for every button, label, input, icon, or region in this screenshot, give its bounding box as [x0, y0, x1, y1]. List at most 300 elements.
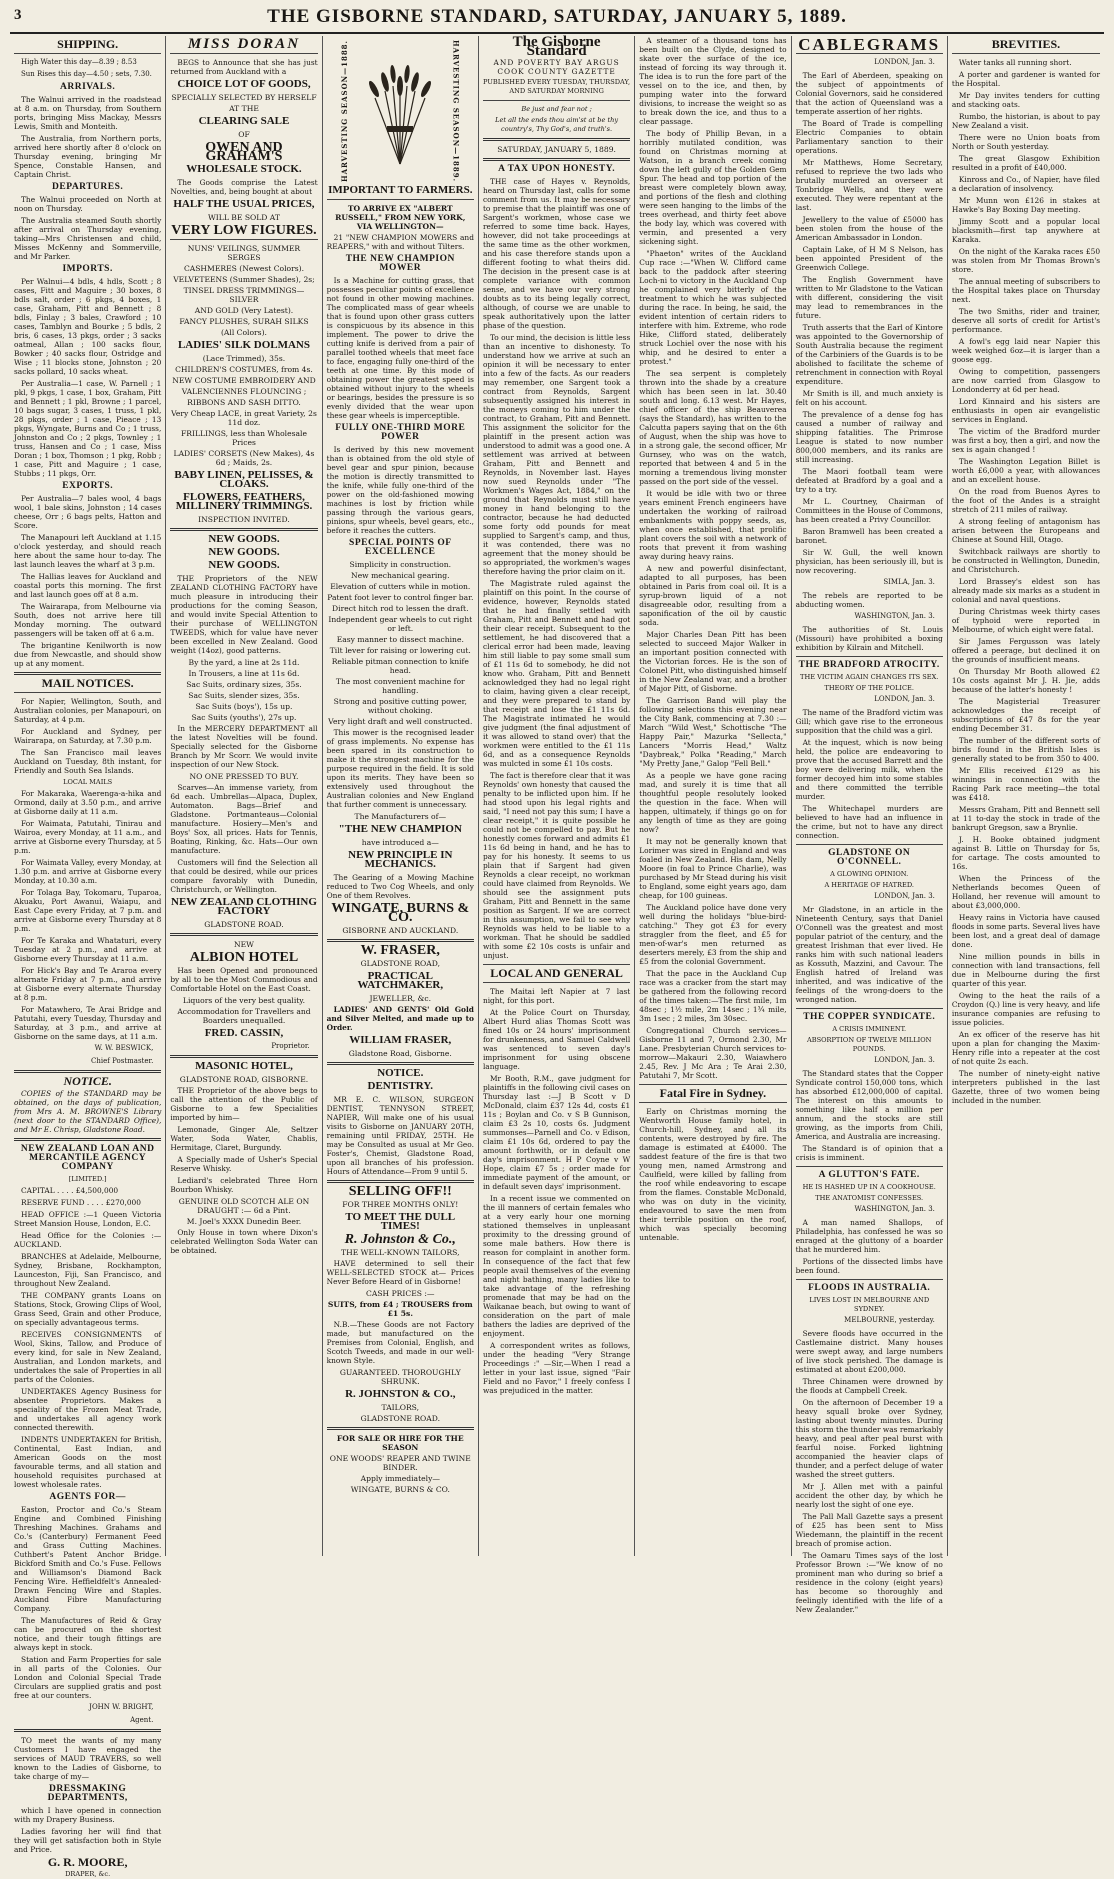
sun-line: Sun Rises this day—4.50 ; sets, 7.30.: [21, 70, 152, 78]
paper-sub: AND POVERTY BAY ARGUS: [493, 58, 620, 67]
doran-choice: CHOICE LOT OF GOODS,: [177, 78, 311, 90]
news-para: A new and powerful disinfectant, adapted to all purposes, has been obtained in Paris from coal oil. It is a syrup-brown liquid of a not disagreeable odor, resulting from a saponification of the oil by caustic soda.: [639, 564, 787, 627]
masonic-text: THE Proprietor of the above begs to call the attention of the Public of Gisborne to a few Specialities imported by him—: [170, 1086, 318, 1122]
brevity-item: The two Smiths, rider and trainer, deserve all sorts of credit for Artist's performance.: [951, 307, 1101, 334]
nz-body: INDENTS UNDERTAKEN for British, Continental, East Indian, and American Goods on the most favourable terms, and all station and household requisites purchased at lowest wholesale rates.: [14, 1435, 162, 1489]
woods: ONE WOODS' REAPER AND TWINE BINDER.: [329, 1454, 471, 1473]
cable-item: Mr Smith is ill, and much anxiety is felt on his account.: [795, 389, 943, 407]
wingate-sub: GISBORNE AND AUCKLAND.: [342, 926, 459, 936]
moore-text2: which I have opened in connection with my Drapery Business.: [14, 1806, 162, 1824]
local-heading: LOCAL AND GENERAL: [490, 966, 623, 980]
doran-wholesale: WHOLESALE STOCK.: [186, 163, 302, 175]
glutton-text: Portions of the dissected limbs have been found.: [795, 1257, 943, 1275]
cable-dateline: WASHINGTON, Jan. 3.: [854, 1205, 935, 1213]
column-1-shipping: [10, 36, 166, 1878]
wheat-sheaf-illustration: [327, 40, 474, 182]
moore-dept: DRESSMAKING DEPARTMENTS,: [47, 1784, 128, 1803]
mail-heading: MAIL NOTICES.: [41, 676, 134, 690]
fraser-road: GLADSTONE ROAD,: [360, 959, 440, 969]
sheaf-left-label: HARVESTING SEASON—1888.: [340, 40, 350, 183]
cable-item: Baron Bramwell has been created a baronet.: [795, 527, 943, 545]
brevity-item: A fowl's egg laid near Napier this week weighed 6oz—it is larger than a goose egg.: [951, 337, 1101, 364]
masonic-xxxx: M. Joel's XXXX Dunedin Beer.: [186, 1217, 302, 1226]
doran-sold: WILL BE SOLD AT: [207, 213, 280, 222]
albion-prop: FRED. CASSIN,: [204, 1027, 284, 1039]
brevity-item: Owing to competition, passengers are now carried from Glasgow to Londonderry at 6d per head.: [951, 367, 1101, 394]
nz-body: UNDERTAKES Agency Business for absentee Proprietors. Makes a speciality of the Frozen Meat Trade, and undertakes all agency work connected therewith.: [14, 1387, 162, 1432]
news-para: Major Charles Dean Pitt has been selected to succeed Major Walker in an important position connected with the Victorian forces. He is the son of Colonel Pitt, who distinguished himself in the New Zealand war, and a brother of Major Pitt, of Gisborne.: [639, 630, 787, 693]
reaper-text: This mower is the recognised leader of grass implements. No expense has been spared in its construction to make it the strongest machine for the purpose required in the field. It is sold upon its merits. They have been so extensively used throughout the Australian colonies and New England that further comment is unnecessary.: [326, 728, 474, 810]
cable-dateline: SIMLA, Jan. 3.: [883, 578, 935, 586]
column-2-ads: [166, 36, 322, 1556]
new-goods-2: NEW GOODS.: [208, 546, 280, 558]
glutton-sub2: THE ANATOMIST CONFESSES.: [815, 1194, 924, 1202]
imports-heading: IMPORTS.: [62, 264, 113, 274]
brevity-item: The annual meeting of subscribers to the Hospital takes place on Thursday next.: [951, 277, 1101, 304]
fraser-road2: Gladstone Road, Gisborne.: [348, 1049, 452, 1059]
brevity-item: Mr Munn won £126 in stakes at Hawke's Bay Boxing Day meeting.: [951, 196, 1101, 214]
brevity-item: The number of ninety-eight native interpreters published in the last Gazette, three of two women being included in the number.: [951, 1069, 1101, 1105]
special-item: Patent foot lever to control finger bar.: [327, 593, 474, 603]
local-para: Mr Booth, R.M., gave judgment for plaintiffs in the following civil cases on Thursday last :—J B Scott v D McDonald, claim £37 12s 4d, costs £1 11s ; Boylan and Co. v S B Gunnison, claim £3 2s 10, costs 6s. Judgment summonses—Parnell and Co. v Edison, claim £1 10s 6d, ordered to pay the amount forthwith, or in default one day's imprisonment. H P Coyne v W Hope, claim £7 5s ; order made for immediate payment of the amount, or in default seven days' imprisonment.: [482, 1074, 631, 1191]
exports-heading: EXPORTS.: [62, 481, 114, 491]
cable-item: Truth asserts that the Earl of Kintore was appointed to the Governorship of South Australia because the regiment of the Carbiniers of the Guards is to be abolished to facilitate the scheme of retrenchment in connection with Royal expenditure.: [795, 323, 943, 386]
bell-text: Station and Farm Properties for sale in all parts of the Colonies. Our London and Colonial Special Trade Circulars are supplied gratis and post free at our counters.: [14, 1655, 162, 1700]
new-goods-3: NEW GOODS.: [208, 559, 280, 571]
floods-heading: FLOODS IN AUSTRALIA.: [808, 1283, 931, 1293]
masonic-spec: A Specially made of Usher's Special Reserve Whisky.: [170, 1155, 318, 1173]
notice-text: COPIES of the STANDARD may be obtained, on the days of publication, from Mrs A. M. BROWNE'S Library (next door to the STANDARD Office), and Mr E. Chrisp, Gladstone Road.: [14, 1089, 162, 1134]
special-item: Easy manner to dissect machine.: [336, 635, 464, 645]
fire-para: Early on Christmas morning the Wentworth House family hotel, in Church-hill, Sydney, and all its contents, were destroyed by fire. The damage is estimated at £4000. The saddest feature of the fire is that two young men, named Armstrong and Caulfield, were killed by falling from the roof while endeavoring to escape from the flames. Constable McDonald, who was on duty in the vicinity, endeavoured to save the men from their terrible position on the roof, which was specially becoming untenable.: [639, 1107, 787, 1242]
mail-item: The San Francisco mail leaves Auckland on Tuesday, 8th instant, for Friendly and South Sea Islands.: [14, 748, 162, 775]
brevities-list: [952, 58, 1100, 1105]
brevity-item: Water tanks all running short.: [958, 58, 1072, 67]
albion-text: Has been Opened and pronounced by all to be the Most Commodious and Comfortable Hotel on the East Coast.: [170, 966, 318, 993]
cable-dateline: WASHINGTON, Jan. 3.: [854, 612, 935, 620]
cable-dateline: LONDON, Jan. 3.: [874, 58, 935, 66]
cable-dateline: LONDON, Jan. 3.: [874, 695, 935, 703]
special-item: Strong and positive cutting power, without choking.: [333, 697, 467, 716]
doran-line: VELVETEENS (Summer Shades), 2s;: [173, 275, 315, 284]
masonic-items: Lemonade, Ginger Ale, Seltzer Water, Soda Water, Chablis, Hermitage, Claret, Burgundy.: [170, 1125, 318, 1152]
fraser-watches: LADIES' AND GENTS' Old Gold and Silver Melted, and made up to Order.: [326, 1005, 474, 1033]
cables-heading: CABLEGRAMS: [798, 35, 941, 54]
doran-title: MISS DORAN: [187, 36, 301, 52]
cable-item: Mr Matthews, Home Secretary, refused to reprieve the two lads who brutally murdered an overseer at Tonbridge Wells, and they were executed. They were repentant at the last.: [795, 158, 943, 212]
tax-para: THE case of Hayes v. Reynolds, heard on Thursday last, calls for some comment from us. It may be necessary to premise that the plaintiff was one of Sargent's workmen, whose case we referred to some time back. Hayes, however, did not take proceedings at the same time as the other workmen, and his case therefore stands upon a different footing to what theirs did. The decision in the present case is at complete variance with common sense, and we have our very strong doubts as to its being legally correct, although, of course we are unable to speak authoritatively upon the latter phase of the question.: [482, 177, 631, 330]
doran-line: CHILDREN'S COSTUMES, from 4s.: [175, 365, 313, 374]
nzc-item: Sac Suits, slender sizes, 35s.: [188, 691, 300, 700]
floods-text: The Pall Mall Gazette says a present of £25 has been sent to Miss Wiedemann, the plaintiff in the recent breach of promise action.: [795, 1512, 943, 1548]
column-4-editorial: [479, 36, 635, 1556]
albion-new: NEW: [233, 940, 254, 949]
apply: Apply immediately—: [360, 1474, 440, 1484]
floods-text: The Oamaru Times says of the lost Professor Brown :—"We know of no prominent man who during so brief a residence in the colony (eight years) has become so thoroughly and feelingly identified with the life of a New Zealander.": [795, 1551, 943, 1614]
cable-item: The Board of Trade is compelling Electric Companies to obtain Parliamentary sanction to their operations.: [795, 119, 943, 155]
cable-item: Mr L. Courtney, Chairman of Committees in the House of Commons, has been created a Privy Councillor.: [795, 497, 943, 524]
floods-text: Mr J. Allen met with a painful accident the other day, by which he nearly lost the sight of one eye.: [795, 1482, 943, 1509]
doran-half: HALF THE USUAL PRICES,: [173, 198, 315, 210]
shipping-note: The Hallias leaves for Auckland and coastal ports this morning. The first and last launch goes off at 8 a.m.: [14, 572, 162, 599]
doran-intro: BEGS to Announce that she has just returned from Auckland with a: [170, 58, 318, 76]
nz-capital: CAPITAL . . . . £4,500,000: [21, 1186, 119, 1195]
brevity-item: An ex officer of the reserve has hit upon a plan for changing the Maxim-Henry rifle into a repeater at the cost of not quite 2s each.: [951, 1030, 1101, 1066]
forsale: FOR SALE OR HIRE FOR THE SEASON: [336, 1434, 464, 1453]
fully-heading: FULLY ONE-THIRD MORE POWER: [335, 423, 466, 443]
departure-item: The Australia steamed South shortly after arrival on Thursday evening, taking—Mrs Christensen and child, Misses McKenny and Sommerville, and Mr Parker.: [14, 216, 162, 261]
johnston-tailors: TAILORS,: [381, 1403, 420, 1413]
brevity-item: Heavy rains in Victoria have caused floods in some parts. Several lives have been lost, and a great deal of damage done.: [951, 913, 1101, 949]
brevity-item: The Magisterial Treasurer acknowledges the receipt of subscriptions of £47 8s for the year ending December 31.: [951, 697, 1101, 733]
agents-text: Easton, Proctor and Co.'s Steam Engine and Combined Finishing Threshing Machines. Grahams and Co.'s (Canterbury) Fermanent Feed and Grass Cutting Machines. Cuthbert's Patent Anchor Bridge. Bickford Smith and Co.'s Fuse. Fellows and Williamson's Diamond Back Fencing Wire. Heffieldfelt's Annealed-Drawn Fencing Wire and Staples. Auckland Fibre Manufacturing Company.: [14, 1505, 162, 1613]
bradford-heading: THE BRADFORD ATROCITY.: [798, 660, 940, 670]
apply-to: WINGATE, BURNS & CO.: [350, 1485, 450, 1495]
doran-at: AT THE: [229, 104, 259, 113]
shipping-note: The Wairarapa, from Melbourne via South, does not arrive here till Monday morning. The outward passengers will be taken off at 6 a.m.: [14, 602, 162, 638]
moore-trade: DRAPER, &c.: [65, 1870, 111, 1878]
manufacturers: The Manufacturers of—: [354, 812, 447, 822]
doran-invite: INSPECTION INVITED.: [198, 515, 290, 524]
important-farmers: IMPORTANT TO FARMERS.: [328, 184, 473, 197]
nzc-item: Sac Suits, ordinary sizes, 35s.: [186, 680, 302, 689]
johnston-text: HAVE determined to sell their WELL-SELECTED STOCK at— Prices Never Before Heard of in Gisborne!: [326, 1259, 474, 1287]
brevity-item: During Christmas week thirty cases of typhoid were reported in Melbourne, of which eight were fatal.: [951, 607, 1101, 634]
agents-heading: AGENTS FOR—: [49, 1492, 126, 1502]
dentist-text: MR E. C. WILSON, SURGEON DENTIST, TENNYSON STREET, NAPIER, Will make one of his usual visits to Gisborne on JANUARY 20TH, remaining until FRIDAY, 25TH. He may be Consulted as usual at Mr Geo. Foster's, Chemist, Gladstone Road, upon all branches of his profession. Hours of Attendance—From 9 until 5.: [326, 1095, 474, 1177]
brevity-item: A strong feeling of antagonism has arisen between the Europeans and Chinese at Sound Hill, Otago.: [951, 517, 1101, 544]
news-para: A steamer of a thousand tons has been built on the Clyde, designed to skate over the surface of the ice, instead of forcing its way through it. The idea is to run the fore part of the vessel on to the ice, and then, by pumping water into the forward divisions, to increase the weight so as to break down the ice, and thus to a clear passage.: [639, 36, 787, 126]
special-heading: SPECIAL POINTS OF EXCELLENCE: [349, 538, 452, 558]
nzc-scarves: Scarves—An immense variety, from 6d each. Umbrellas—Alpaca, Duplex, Automaton. Bags—Brief and Gladstone. Portmanteaus—Colonial manufacture. Hosiery—Men's and Boys' Sox, all prices. Hats for Tennis, Boating, Rinking, &c. Hats—Our own manufacture.: [170, 783, 318, 855]
nzc-item: Sac Suits (boys'), 15s up.: [195, 702, 293, 711]
nzc-road: GLADSTONE ROAD.: [204, 920, 284, 929]
postmaster-name: W. W. BESWICK,: [94, 1044, 154, 1052]
nzc-item: By the yard, a line at 2s 11d.: [188, 658, 300, 667]
import-item: Per Australia—1 case, W. Parnell ; 1 pkl, 9 pkgs, 1 case, 1 box, Graham, Pitt and Bennett ; 1 pkl, Browne ; 1 parcel, 10 bags sugar, 3 cases, 1 truss, 1 pkl, 28 pkgs, order ; 1 case, Pieace ; 13 pkgs, Wyngate, Burns and Co ; 1 truss, Johnston and Co ; 2 pkgs, Townley ; 1 truss, Hansen and Co ; 1 case, Miss Doran ; 1 box, Thomson ; 1 pkg, Robb ; 1 case, Pitt and Maguire ; 1 case, Stubbs ; 11 pkgs, Orr.: [14, 379, 162, 478]
local-mail-item: For Makaraka, Waerenga-a-hika and Ormond, daily at 3.50 p.m., and arrive at Gisborne daily at 11 a.m.: [14, 789, 162, 816]
fraser-big: W. FRASER,: [360, 943, 440, 959]
albion-liquors: Liquors of the very best quality.: [182, 996, 306, 1005]
mail-item: For Auckland and Sydney, per Wairarapa, on Saturday, at 7.30 p.m.: [14, 727, 162, 745]
copper-text: The Standard states that the Copper Syndicate control 150,000 tons, which has absorbed £12,000,000 of capital. The interest on this amounts to something like half a million per annum, and the stocks are still growing, as the imports from Chili, America, and Australia are increasing.: [795, 1069, 943, 1141]
bright-name: JOHN W. BRIGHT,: [89, 1703, 154, 1711]
sheaf-right-label: HARVESTING SEASON—1889.: [451, 40, 461, 183]
dateline: SATURDAY, JANUARY 5, 1889.: [497, 145, 616, 154]
albion-accom: Accommodation for Travellers and Boarders unequalled.: [177, 1007, 311, 1025]
doran-line: CASHMERES (Newest Colors).: [183, 264, 304, 273]
fraser-prac: PRACTICAL WATCHMAKER,: [357, 970, 444, 992]
have-introduced: have introduced a—: [361, 838, 439, 848]
masonic-name: MASONIC HOTEL,: [195, 1060, 293, 1072]
copper-sub: A CRISIS IMMINENT.: [832, 1025, 907, 1033]
johnston-nb: N.B.—These Goods are not Factory made, but manufactured on the Premises from Colonial, English, and Scotch Tweeds, and made in our well-known Style.: [326, 1320, 474, 1366]
bradford-sub: THE VICTIM AGAIN CHANGES ITS SEX.: [800, 673, 939, 681]
gladstone-heading: GLADSTONE ON O'CONNELL.: [828, 848, 911, 867]
brevity-item: Kinross and Co., of Napier, have filed a declaration of insolvency.: [951, 175, 1101, 193]
tax-para: The Magistrate ruled against the plaintiff on this point. In the course of evidence, however, Reynolds stated that he had finally settled with Graham, Pitt and Bennett and had got their clear receipt. Subsequent to the settlement, he had discovered that a clerical error had been made, leaving him still liable to pay some small sum of £1 11s 6d to somebody, he did not know who. Graham, Pitt and Bennett acknowledged they had no legal right to claim, having given a clear receipt, and they were prepared to stand by that receipt and lose the £1 11s 6d. The Magistrate intimated he would give judgment (the final adjustment of it was allowed to stand over) that the workmen were entitled to the £1 11s 6d, and as a consequence Reynolds was mulcted in some £1 10s costs.: [482, 579, 631, 768]
cable-item: The English Government have written to Mr Gladstone to the Vatican with different, considering the visit may lead to remembrances in the future.: [795, 275, 943, 320]
news-para: The body of Phillip Bevan, in a horribly mutilated condition, was found on Christmas morning at Watson, in a branch creek coming down the left gully of the Golden Gem Spur. The head and top portion of the breast were completely blown away, and portions of the flesh and clothing were seen hanging to the limbs of the trees overhead, and thirty feet above the body lay, which was covered with vermin, and presented a very sickening sight.: [639, 129, 787, 246]
doran-line: (Lace Trimmed), 35s.: [202, 354, 286, 363]
news-para: It would be idle with two or three years eminent French engineers have undertaken the working of railroad embankments with poppy seeds, as, when once established, that prolific plant covers the soil with a network of roots that prevent it from washing away during heavy rains.: [639, 489, 787, 561]
doran-line: RIBBONS AND SASH DITTO.: [187, 398, 301, 407]
cable-item: Jewellery to the value of £5000 has been stolen from the house of the American Ambassador in London.: [795, 215, 943, 242]
nzc-nopress: NO ONE PRESSED TO BUY.: [189, 772, 299, 781]
brevity-item: When the Princess of the Netherlands becomes Queen of Holland, her revenue will amount to about £3,000,000.: [951, 874, 1101, 910]
wingate-name: WINGATE, BURNS & CO.: [331, 901, 470, 926]
dentistry-heading: DENTISTRY.: [367, 1080, 434, 1093]
tax-heading: A TAX UPON HONESTY.: [498, 164, 616, 174]
johnston-sub: THE WELL-KNOWN TAILORS,: [341, 1248, 460, 1258]
floods-sub: LIVES LOST IN MELBOURNE AND SYDNEY.: [809, 1296, 930, 1313]
local-para: The Maitai left Napier at 7 last night, for this port.: [482, 987, 631, 1005]
news-para: As a people we have gone racing mad, and surely it is time that all thoughtful people resolutely looked the question in the face. When will happen, ultimately, if things go on for any length of time as they are going now?: [639, 771, 787, 834]
wheat-sheaf-icon: [355, 56, 445, 166]
column-3-ads: [323, 36, 479, 1556]
cable-dateline: LONDON, Jan. 3.: [874, 1056, 935, 1064]
local-mail-item: For Tolaga Bay, Tokomaru, Tuparoa, Akuaku, Port Awanui, Waiapu, and East Cape every Friday, at 7 p.m. and arrive at Gisborne every Thursday at 8 p.m.: [14, 888, 162, 933]
import-item: Per Walnui—4 bdls, 4 hdls, Scott ; 8 cases, Fitt and Maguire ; 30 boxes, 8 bdls salt, order ; 6 pkgs, 4 boxes, 1 case, Graham, Pitt and Bennett ; 8 bdls, Finlay ; 3 bales, Crawford ; 10 cases, Tamblyn and Bourke ; 5 bdls, 2 bris, 6 cases, 13 pkgs, order ; 3 sacks oatmeal, Allan ; 100 sacks flour, Bowker ; 40 sacks flour, Ostridge and Wise ; 11 blocks stone, Johnston ; 20 sacks pollard, 10 sacks wheat.: [14, 277, 162, 376]
column-6-cables: [792, 35, 948, 1614]
mail-item: For Napier, Wellington, South, and Australian colonies, per Manapouri, on Saturday, at 4 p.m.: [14, 697, 162, 724]
arrival-item: The Australia, from Northern ports, arrived here shortly after 8 o'clock on Thursday evening, bringing Mr Spence, Constable Hansen, and Captain Christ.: [14, 134, 162, 179]
copper-heading: THE COPPER SYNDICATE.: [803, 1012, 936, 1022]
brevity-item: Sir James Fergusson was lately offered a peerage, but declined it on the grounds of insufficient means.: [951, 637, 1101, 664]
cable-item: Sir W. Gull, the well known physician, has been seriously ill, but is now recovering.: [795, 548, 943, 575]
local-mail-item: For Te Karaka and Whataturi, every Tuesday at 2 p.m., and arrive at Gisborne every Thursday at 11 a.m.: [14, 936, 162, 963]
paper-county: COOK COUNTY GAZETTE: [497, 67, 616, 76]
floods-text: Three Chinamen were drowned by the floods at Campbell Creek.: [795, 1377, 943, 1395]
johnston-name2: R. JOHNSTON & CO.,: [345, 1388, 456, 1401]
police-heading: THEORY OF THE POLICE.: [824, 684, 914, 692]
moore-name: G. R. MOORE,: [47, 1855, 128, 1869]
brevity-item: The great Glasgow Exhibition resulted in a profit of £40,000.: [951, 154, 1101, 172]
paper-title: The Gisborne Standard: [512, 34, 601, 59]
nzc-mercery: In the MERCERY DEPARTMENT all the latest Novelties will be found. Specially selected for the Gisborne Branch by Mr Scorr. We would invite inspection of our New Stock.: [170, 724, 318, 769]
shipping-heading: SHIPPING.: [57, 37, 119, 51]
local-mails-heading: LOCAL MAILS: [63, 778, 113, 786]
selling-heading: SELLING OFF!!: [348, 1184, 452, 1200]
local-mail-item: For Matawhero, Te Arai Bridge and Patutahi, every Tuesday, Thursday and Saturday, at 3 p.m., and arrive at Gisborne on the same days, at 11 a.m.: [14, 1005, 162, 1041]
masonic-guinness: GENUINE OLD SCOTCH ALE ON DRAUGHT :— 6d a Pint.: [178, 1197, 310, 1215]
johnston-road: GLADSTONE ROAD.: [360, 1414, 440, 1424]
arrival-item: The Walnui arrived in the roadstead at 8 a.m. on Thursday, from Southern ports, bringing Miss Mackay, Messrs Lewis, Smith and Monteith.: [14, 95, 162, 131]
doran-vlf: VERY LOW FIGURES.: [171, 223, 317, 238]
tax-para: To our mind, the decision is little less than an incentive to dishonesty. To understand how we arrive at such an opinion it will be necessary to enter into a few of the facts. As our readers may remember, one Sargent took a contract from Reynolds, Sargent subsequently assigned his interest in the moneys coming to him under the contract, to Graham, Pitt and Bennett. This assignment the solicitor for the plaintiff in the present action was understood to admit was a good one. A settlement was arrived at between Graham, Pitt and Bennett and Reynolds, in November last. Hayes now sued Reynolds under "The Workmen's Wages Act, 1884," on the ground that Reynolds must still have money in hand belonging to the contractor, because he had deducted some forty odd pounds for meat supplied to Sargent's camp, and thus, it was contended, there was no agreement that the money should be so appropriated, the workmen's wages therefore having the prior claim on it.: [482, 333, 631, 576]
news-para: The sea serpent is completely thrown into the shade by a creature which has been seen in lat. 30.40 south and long. 6.13 west. Mr Hayes, chief officer of the ship Beauverea (says the Standard), has written to the Calcutta papers saying that on the 6th of August, when the ship was hove to in a strong gale, the second officer, Mr Gurnsey, who was on the watch, reported that between 4 and 5 in the morning a tremendous living monster passed on the port side of the vessel.: [639, 369, 787, 486]
cable-dateline: LONDON, Jan. 3.: [874, 892, 935, 900]
local-para: In a recent issue we commented on the ill manners of certain females who at a very early hour one morning stationed themselves in unpleasant proximity to the dressing ground of some male bathers. How there is reason for complaint in another form. In consequence of the fact that few people avail themselves of the evening and night bathing, many ladies like to take advantage of the refreshing promenade that may be had on the Waikanae beach, but owing to want of consideration on the part of male bathers the ladies are deprived of the enjoyment.: [482, 1194, 631, 1338]
champion-brand: "THE NEW CHAMPION: [338, 823, 462, 836]
doran-line: FANCY PLUSHES, SURAH SILKS: [179, 317, 309, 326]
masonic-lediard: Lediard's celebrated Three Horn Bourbon Whisky.: [170, 1176, 318, 1194]
brevity-item: The number of the different sorts of birds found in the British Isles is generally stated to be from 350 to 400.: [951, 736, 1101, 763]
local-mail-item: For Waimata Valley, every Monday, at 1.30 p.m. and arrive at Gisborne every Monday, at 10.30 a.m.: [14, 858, 162, 885]
fully-text: Is derived by this new movement than is obtained from the old style of bevel gear and spur pinion, because the motion is directly transmitted to the knife, while fully one-third of the power on the old-fashioned mowing machines is lost by friction while passing through the various gears, pinions, spur wheels, bevel gears, etc., before it reaches the cutters.: [326, 445, 474, 536]
brevity-item: On the road from Buenos Ayres to the foot of the Andes is a straight stretch of 211 miles of railway.: [951, 487, 1101, 514]
moore-text3: Ladies favoring her will find that they will get satisfaction both in Style and Price.: [14, 1827, 162, 1854]
brevity-item: A porter and gardener is wanted for the Hospital.: [951, 70, 1101, 88]
nz-reserve: RESERVE FUND . . . . £270,000: [21, 1198, 141, 1207]
bright-title: Agent.: [130, 1716, 154, 1724]
special-item: Reliable pitman connection to knife head.: [331, 657, 469, 676]
nz-loan-heading: NEW ZEALAND LOAN AND MERCANTILE AGENCY COMPANY: [20, 1144, 155, 1172]
doran-line: FLOWERS, FEATHERS, MILLINERY TRIMMINGS.: [175, 491, 313, 512]
gladstone-sub: A GLOWING OPINION.: [830, 870, 909, 878]
column-7-brevities: [948, 36, 1104, 1556]
brevity-item: Owing to the heat the rails of a Croydon (Q.) line is very heavy, and life insurance companies are refusing to issue policies.: [951, 991, 1101, 1027]
special-item: Direct hitch rod to lessen the draft.: [332, 604, 469, 614]
fraser-name: WILLIAM FRASER,: [349, 1034, 452, 1047]
glutton-heading: A GLUTTON'S FATE.: [818, 1170, 920, 1180]
doran-line: NUNS' VEILINGS, SUMMER SERGES: [187, 244, 301, 262]
doran-goods: The Goods comprise the Latest Novelties, and, being bought at about: [170, 178, 318, 196]
shipping-note: The brigantine Kenilworth is now due from Newcastle, and should show up at any moment.: [14, 641, 162, 668]
gladstone-text: Mr Gladstone, in an article in the Nineteenth Century, says that Daniel O'Connell was the greatest and most popular patriot of the century, and the greatest Irishman that ever lived. He ranks him with such national leaders as Kossuth, Mazzini, and Cavour. The English hatred of Ireland was inherited, and was indicative of the feelings of the wrong-doers to the wronged nation.: [795, 905, 943, 1004]
notice-heading: NOTICE.: [63, 1074, 112, 1088]
masonic-only: Only House in town where Dixon's celebrated Wellington Soda Water can be obtained.: [170, 1228, 318, 1255]
brevity-item: Mr Ellis received £129 as his winnings in connection with the Racing Park race meeting—the total was £418.: [951, 766, 1101, 802]
floods-text: Severe floods have occurred in the Castlemaine district. Many houses were swept away, and large numbers of live stock perished. The damage is estimated at about £200,000.: [795, 1329, 943, 1374]
local-mail-item: For Hick's Bay and Te Araroa every alternate Friday at 7 p.m., and arrive at Gisborne every alternate Thursday at 8 p.m.: [14, 966, 162, 1002]
masonic-road: GLADSTONE ROAD, GISBORNE.: [179, 1075, 309, 1084]
bradford-text: The Whitechapel murders are believed to have had an influence in the crime, but not to have any direct connection.: [795, 804, 943, 840]
local-para: At the Police Court on Thursday, Albert Hurd alias Thomas Scott was fined 10s or 24 hours' imprisonment for drunkenness, and Samuel Caldwell was sentenced to seven day's imprisonment for using obscene language.: [482, 1008, 631, 1071]
albion-proprietor: Proprietor.: [271, 1042, 310, 1050]
bradford-text: The name of the Bradford victim was Gill; which gave rise to the erroneous supposition that the child was a girl.: [795, 708, 943, 735]
doran-line: VALENCIENNES FLOUNCING ;: [181, 387, 307, 396]
departure-item: The Walnui proceeded on North at noon on Thursday.: [14, 195, 162, 213]
moore-text: TO meet the wants of my many Customers I have engaged the services of MAUD TRAVERS, so well known to the Ladies of Gisborne, to take charge of my—: [14, 1736, 162, 1781]
motto-2: Let all the ends thou aim'st at be thy country's, Thy God's, and truth's.: [495, 116, 619, 133]
fire-heading: Fatal Fire in Sydney.: [659, 1086, 767, 1100]
gearing-text: The Gearing of a Mowing Machine reduced to Two Cog Wheels, and only One of them Revolves.: [326, 873, 474, 901]
brevity-item: J. H. Booke obtained judgment against B. Little on Thursday for 5s, for cartage. The costs amounted to 16s.: [951, 835, 1101, 871]
masthead: [0, 6, 1114, 28]
brevity-item: Lord Kinnaird and his sisters are enthusiasts in open air evangelistic services in England.: [951, 397, 1101, 424]
special-item: Independent gear wheels to cut right or left.: [328, 615, 473, 634]
johnston-name: R. Johnston & Co.,: [344, 1232, 456, 1248]
cable-item: The authorities of St. Louis (Missouri) have prohibited a boxing exhibition by Kilrain and Mitchell.: [795, 625, 943, 652]
cable-dateline: MELBOURNE, yesterday.: [844, 1316, 935, 1324]
doran-selected: SPECIALLY SELECTED BY HERSELF: [171, 93, 317, 102]
brevity-item: Lord Brassey's eldest son has already made six marks as a student in colonial and naval questions.: [951, 577, 1101, 604]
brevity-item: On Thursday Mr Booth allowed £2 10s costs against Mr J. H. Jie, adds because of the latter's honesty !: [951, 667, 1101, 694]
news-para: "Phaeton" writes of the Auckland Cup race :—"When W. Clifford came back to the paddock after steering Loch-ni to victory in the Auckland Cup he complained very bitterly of the treatment to which he was subjected during the race. In being, he said, the evident intention of certain riders to interfere with him. Extreme, who rode Hike, Clifford stated, deliberately struck Lochiel over the nose with his whip, and he desired to enter a protest.": [639, 249, 787, 366]
new-goods-1: NEW GOODS.: [208, 533, 280, 545]
nzc-item: Sac Suits (youths'), 27s up.: [191, 713, 297, 722]
cable-item: The Maori football team were defeated at Bradford by a goal and a try to a try.: [795, 467, 943, 494]
doran-line: NEW COSTUME EMBROIDERY AND: [172, 376, 316, 385]
nz-limited: [LIMITED.]: [68, 1175, 107, 1183]
copper-sub2: ABSORPTION OF TWELVE MILLION POUNDS.: [807, 1036, 932, 1053]
motto-1: Be just and fear not ;: [521, 105, 592, 113]
special-item: Tilt lever for raising or lowering cut.: [329, 646, 471, 656]
brevity-item: Nine million pounds in bills in connection with land transactions, fell due in Melbourne during the first quarter of this year.: [951, 952, 1101, 988]
gladstone-sub2: A HERITAGE OF HATRED.: [824, 881, 914, 889]
doran-line: FRILLINGS, less than Wholesale Prices: [180, 429, 307, 447]
nzc-text: THE Proprietors of the NEW ZEALAND CLOTHING FACTORY have much pleasure in introducing their productions for the coming Season, and would invite Special Attention to their purchase of WELLINGTON TWEEDS, which for value have never been excelled in New Zealand. Good weight (14oz), good patterns.: [170, 574, 318, 655]
new-principle: NEW PRINCIPLE IN MECHANICS.: [348, 849, 453, 871]
champion-heading: THE NEW CHAMPION MOWER: [345, 254, 455, 274]
cash-prices: CASH PRICES :—: [366, 1289, 435, 1299]
brevity-item: On the night of the Karaka races £50 was stolen from Mr Thomas Brown's store.: [951, 247, 1101, 274]
doran-line: TINSEL DRESS TRIMMINGS—SILVER: [183, 286, 305, 304]
doran-line: Very Cheap LACE, in great Variety, 2s 11d doz.: [171, 409, 317, 427]
nzc-item: In Trousers, a line at 11s 6d.: [188, 669, 300, 678]
cable-item: The Earl of Aberdeen, speaking on the subject of appointments of Colonial Governors, said he considered that the action of Queensland was a temperate assertion of her rights.: [795, 71, 943, 116]
fraser-jeweller: JEWELLER, &c.: [369, 994, 432, 1004]
doran-line: BABY LINEN, PELISSES, & CLOAKS.: [174, 469, 314, 490]
cable-item: The prevalence of a dense fog has caused a number of railway and shipping fatalities. The Primrose League is stated to now number 800,000 members, and its ranks are still increasing.: [795, 410, 943, 464]
doran-line: (All Colors).: [220, 328, 267, 337]
selling-sub: FOR THREE MONTHS ONLY!: [342, 1200, 459, 1210]
brevity-item: Messrs Graham, Pitt and Bennett sell at 11 to-day the stock in trade of the bankrupt Gregson, saw a Brynlie.: [951, 805, 1101, 832]
local-para: A correspondent writes as follows, under the heading "Very Strange Proceedings :" —Sir,—When I read a letter in your last issue, signed "Fair Field and no Favor," I freely confess I was prejudiced in the matter.: [482, 1341, 631, 1395]
cash-line: SUITS, from £4 ; TROUSERS from £1 5s.: [327, 1300, 473, 1319]
guaranteed: GUARANTEED. THOROUGHLY SHRUNK.: [339, 1368, 461, 1387]
export-item: Per Australia—7 bales wool, 4 bags wool, 1 bale skins, Johnston ; 14 cases cheese, Orr ; 6 bags pelts, Hatton and Score.: [14, 494, 162, 530]
special-item: Very light draft and well constructed.: [328, 717, 473, 727]
news-para: The Auckland police have done very well during the holidays "blue-bird-catching." They got £3 for every straggler from the fleet, and £5 for men-of-war's men returned as deserters merely, £3 from the ship and £5 from the colonial Government.: [639, 903, 787, 966]
news-para: Congregational Church services—Gisborne 11 and 7, Ormond 2.30, Mr Lane. Presbyterian Church services to-morrow—Makauri 2.30, Waiawhero 2.45, Rev. J Mc Ara ; Te Arai 2.30, Patutahi 7, Mr Scott.: [639, 1026, 787, 1080]
special-item: The most convenient machine for handling.: [335, 677, 465, 696]
dentistry-notice: NOTICE.: [377, 1067, 424, 1080]
nz-offices: HEAD OFFICE :—1 Queen Victoria Street Mansion House, London, E.C.: [14, 1210, 162, 1228]
nzc-customers: Customers will find the Selection all that could be desired, while our prices compare favorably with Dunedin, Christchurch, or Wellington.: [170, 858, 318, 894]
doran-of: OF: [238, 130, 250, 139]
brevity-item: Rumbo, the historian, is about to pay New Zealand a visit.: [951, 112, 1101, 130]
brevity-item: The Washington Legation Billet is worth £6,000 a year, with allowances and an excellent house.: [951, 457, 1101, 484]
doran-line: AND GOLD (Very Latest).: [194, 306, 294, 315]
copper-text: The Standard is of opinion that a crisis is imminent.: [795, 1144, 943, 1162]
arrive-text2: 21 "NEW CHAMPION MOWERS and REAPERS," with and without Tilters.: [326, 233, 474, 252]
nz-branches: BRANCHES at Adelaide, Melbourne, Sydney, Brisbane, Rockhampton, Launceston, Fiji, San Francisco, and throughout New Zealand.: [14, 1252, 162, 1288]
brevity-item: There were no Union boats from North or South yesterday.: [951, 133, 1101, 151]
brevity-item: Jimmy Scott and a popular local blacksmith—first tap anywhere at Karaka.: [951, 217, 1101, 244]
brevity-item: The victim of the Bradford murder was first a boy, then a girl, and now the sex is again changed !: [951, 427, 1101, 454]
news-para: That the pace in the Auckland Cup race was a cracker from the start may be gathered from the following record of the times taken:—The first mile, 1m 48sec ; 1½ mile, 2m 14sec ; 1¾ mile, 3m 1sec ; 2 miles, 3m 30sec.: [639, 969, 787, 1023]
bell-text: The Manufactures of Reid & Gray can be procured on the shortest notice, and their tough fittings are always kept in stock.: [14, 1616, 162, 1652]
postmaster-title: Chief Postmaster.: [91, 1057, 154, 1065]
glutton-text: A man named Shallops, of Philadelphia, has confessed he was so enraged at the gluttony of a boarder that he murdered him.: [795, 1218, 943, 1254]
nz-colony: Head Office for the Colonies :—AUCKLAND.: [14, 1231, 162, 1249]
tax-para: The fact is therefore clear that it was Reynolds' own honesty that caused the penalty to be inflicted upon him. If he had stood upon his legal rights and said, "I need not pay this sum; I have a clear receipt," it is quite possible he could not be compelled to pay. But he honestly comes forward and admits £1 11s 6d being in hand, and he has to pay for his honesty. It seems to us plain that if Sargent had given Reynolds a clear receipt, no workman could have claimed from Reynolds. We should see the assignment puts Graham, Pitt and Bennett in the same position as Sargent. If we are correct in this assumption, we fail to see why Reynolds was held to be liable to a workman. That he should be saddled with some £2 10s costs is unfair and unjust.: [482, 771, 631, 960]
albion-name: ALBION HOTEL: [189, 950, 299, 965]
doran-clearing: CLEARING SALE: [198, 115, 290, 127]
columns: [10, 34, 1104, 1878]
special-item: Elevation of cutters while in motion.: [330, 582, 471, 592]
shipping-note: The Manapouri left Auckland at 1.15 o'clock yesterday, and should reach here about the same hour to-day. The last launch leaves the wharf at 3 p.m.: [14, 533, 162, 569]
floods-text: On the afternoon of December 19 a heavy squall broke over Sydney, lasting about twenty minutes. During this storm the thunder was remarkably heavy, and peal after peal burst with fearful noise. Forked lightning accompanied the heavier claps of thunder, and a perfect deluge of water washed the street gutters.: [795, 1398, 943, 1479]
special-item: Simplicity in construction.: [349, 560, 452, 570]
selling-sub2: TO MEET THE DULL TIMES!: [345, 1211, 456, 1233]
masthead-title: THE GISBORNE STANDARD, SATURDAY, JANUARY 5, 1889.: [267, 6, 847, 27]
cable-item: Captain Lake, of H M S Nelson, has been appointed President of the Greenwich College.: [795, 245, 943, 272]
published: PUBLISHED EVERY TUESDAY, THURSDAY, AND SATURDAY MORNING: [483, 78, 631, 95]
special-item: New mechanical gearing.: [351, 571, 450, 581]
news-para: It may not be generally known that Lorimer was sired in England and was foaled in New Zealand. His dam, Nelly Moore (in foal to Prince Charlie), was purchased by Mr Stead during his visit to England, some eight years ago, dam cheap, for 100 guineas.: [639, 837, 787, 900]
departures-heading: DEPARTURES.: [52, 182, 124, 192]
doran-line: LADIES' CORSETS (New Makes), 4s 6d ; Maids, 2s.: [173, 449, 315, 467]
glutton-sub: HE IS HASHED UP IN A COOKHOUSE.: [802, 1183, 936, 1191]
doran-firm: OWEN AND GRAHAM'S: [205, 140, 283, 164]
news-para: The Garrison Band will play the following selections this evening near the City Bank, commencing at 7.30 :—March "Wild West," Schottische "The Happy Pair," Mazurka "Sellecta," Lancers "Morris Head," Waltz "Daybreak," Polka "Reading," March "My Pretty Jane," Galop "Fell Bell.": [639, 696, 787, 768]
nzc-name: NEW ZEALAND CLOTHING FACTORY: [171, 896, 317, 917]
column-5-news: [635, 36, 791, 1556]
brevities-heading: BREVITIES.: [991, 37, 1061, 51]
